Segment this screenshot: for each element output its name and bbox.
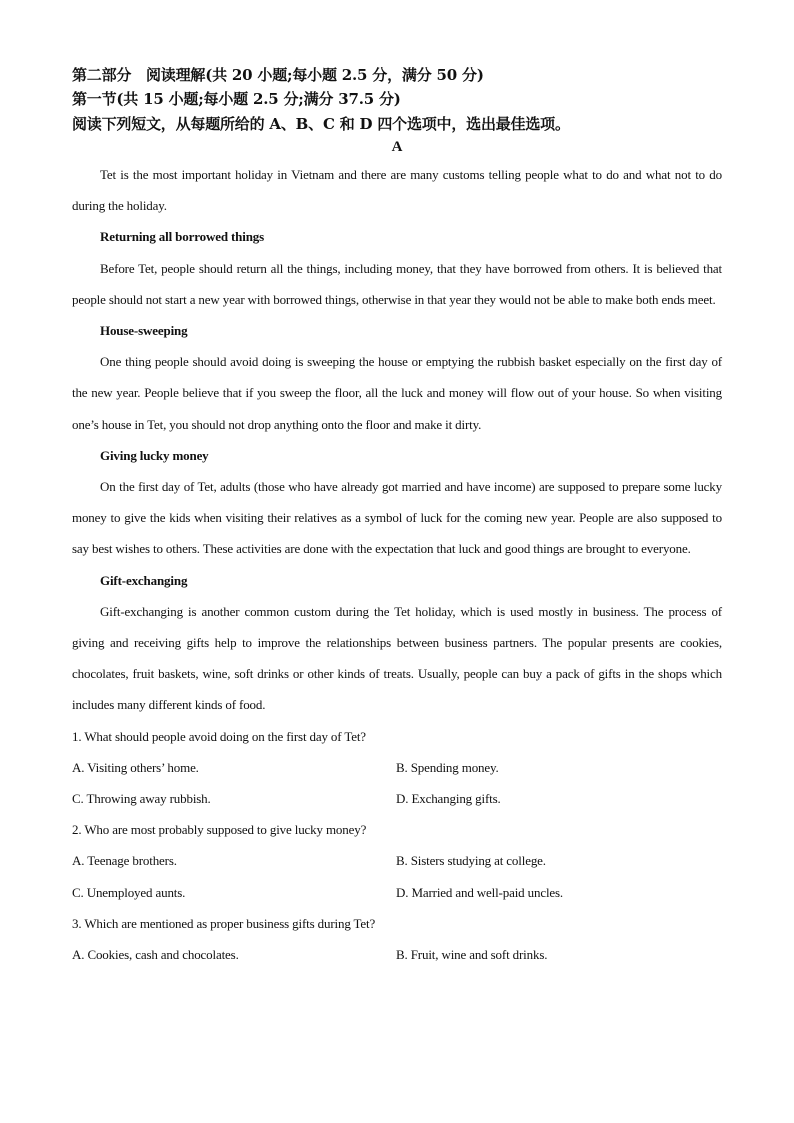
section-heading: Returning all borrowed things [100, 229, 265, 245]
option-a: A. Visiting others’ home. [72, 759, 199, 775]
option-c: C. Throwing away rubbish. [72, 791, 211, 807]
option-b: B. Fruit, wine and soft drinks. [396, 947, 548, 963]
subsection-header: 第一节(共 15 小题;每小题 2.5 分;满分 37.5 分) [72, 90, 401, 108]
section-paragraph: On the first day of Tet, adults (those who have already got married and have income) are supposed to prepare some lucky money to give the kids when visiting their relatives as a symbol of luck for the coming new year. People are also supposed to say best wishes to others. These activities are done with the expectation that luck and good things are brought to everyone. [72, 479, 722, 557]
section-header: 第二部分 阅读理解(共 20 小题;每小题 2.5 分，满分 50 分) [72, 66, 484, 84]
passage-intro: Tet is the most important holiday in Vietnam and there are many customs telling people what to do and what not to do during the holiday. [72, 167, 722, 214]
option-d: D. Married and well-paid uncles. [396, 884, 564, 900]
option-row [72, 752, 722, 783]
option-a: A. Teenage brothers. [72, 853, 177, 869]
section-heading: Gift-exchanging [100, 572, 188, 588]
section-heading: Giving lucky money [100, 447, 209, 463]
option-row [72, 845, 722, 876]
passage-body [72, 159, 722, 970]
passage-title: A [391, 139, 403, 155]
option-d: D. Exchanging gifts. [396, 791, 501, 807]
instructions: 阅读下列短文，从每题所给的 A、B、C 和 D 四个选项中，选出最佳选项。 [72, 115, 570, 133]
option-b: B. Spending money. [396, 759, 499, 775]
option-row [72, 877, 722, 908]
section-paragraph: Gift-exchanging is another common custom during the Tet holiday, which is used mostly in business. The process of giving and receiving gifts help to improve the relationships between business partners. The popular presents are cookies, chocolates, fruit baskets, wine, soft drinks or other kinds of treats. Usually, people can buy a pack of gifts in the shops which includes many different kinds of food. [72, 603, 722, 713]
option-b: B. Sisters studying at college. [396, 853, 546, 869]
question-stem: 1. What should people avoid doing on the first day of Tet? [72, 728, 366, 744]
question-stem: 2. Who are most probably supposed to give lucky money? [72, 822, 367, 838]
option-row [72, 783, 722, 814]
section-paragraph: One thing people should avoid doing is sweeping the house or emptying the rubbish basket especially on the first day of the new year. People believe that if you sweep the floor, all the luck and money will flow out of your house. So when visiting one’s house in Tet, you should not drop anything onto the floor and make it dirty. [72, 354, 722, 432]
section-heading: House-sweeping [100, 323, 188, 339]
option-c: C. Unemployed aunts. [72, 884, 186, 900]
option-row [72, 939, 722, 970]
question-stem: 3. Which are mentioned as proper business gifts during Tet? [72, 915, 376, 931]
option-a: A. Cookies, cash and chocolates. [72, 947, 239, 963]
section-paragraph: Before Tet, people should return all the things, including money, that they have borrowed from others. It is believed that people should not start a new year with borrowed things, otherwise in that year they would not be able to make both ends meet. [72, 260, 722, 307]
